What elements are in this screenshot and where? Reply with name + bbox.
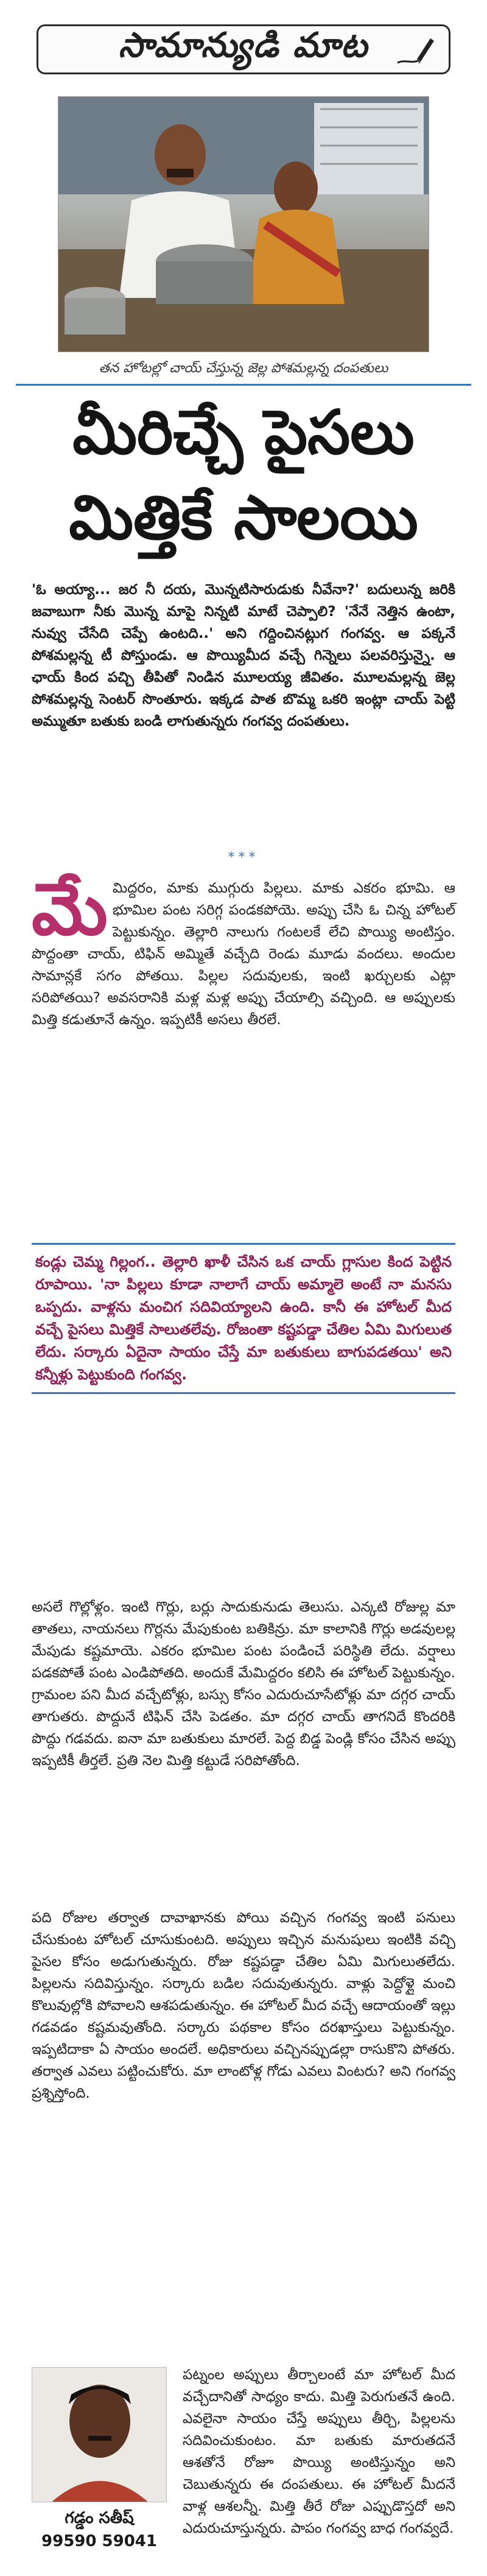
author-name: గడ్డం సతీష్	[65, 2509, 134, 2527]
body-paragraph-2-text: మిద్దరం, మాకు ముగ్గురు పిల్లలు. మాకు ఎకరం భూమి. ఆ భూమిల పంట సరిగ్గ పండకపోయె. అప్పు చేసి ఓ చిన్న హోటల్ పెట్టుకున్నం. తెల్లారి నాలుగు గంటలకే లేచి పొయ్యి అంటిస్తం. పొద్దంతా చాయ్, టిఫిన్ అమ్మితే వచ్చేది రెండు మూడు వందలు. అందుల సామాన్లకే సగం పోతయి. పిల్లల సదువులకు, ఇంటి ఖర్చులకు ఎట్లా సరిపోతయి? అవసరానికి మళ్ల మళ్ల అప్పు చేయాల్సి వచ్చింది. ఆ అప్పులకు మిత్తి కడుతూనే ఉన్నం. ఇప్పటికీ అసలు తీరలే.	[32, 880, 455, 1028]
author-phone: 99590 59041	[41, 2532, 157, 2550]
headline-line-1: మీరిచ్చే పైసలు	[72, 397, 415, 468]
column-title: సామాన్యుడి మాట	[118, 25, 369, 65]
body-paragraph-4: పది రోజుల తర్వాత దావాఖానకు పోయి వచ్చిన గంగవ్వ ఇంటి పనులు చేసుకుంట హోటల్ చూసుకుంటది. అప్పులు ఇచ్చిన మనుషులు ఇంటికి వచ్చి పైసల కోసం అడుగుతున్నరు. రోజు కష్టపడ్డా చేతిల ఏమి మిగులుతలేదు. పిల్లలను సదివిస్తున్నం. సర్కారు బడిల సదువుతున్నరు. వాళ్లు పెద్దోళ్లై మంచి కొలువుల్లోకి పోవాలని ఆశపడుతున్నం. ఈ హోటల్ మీద వచ్చే ఆదాయంతో ఇల్లు గడవడం కష్టమవుతోంది. సర్కారు పథకాల కోసం దరఖాస్తులు పెట్టుకున్నం. ఇప్పటిదాకా ఏ సాయం అందలే. అధికారులు వచ్చినప్పుడల్లా రాసుకొని పోతరు. తర్వాత ఎవలు పట్టించుకోరు. మా లాంటోళ్ల గోడు ఎవలు వింటరు? అని గంగవ్వ ప్రశ్నిస్తోంది.	[32, 1910, 455, 2101]
drop-cap: మే	[32, 867, 108, 951]
divider	[16, 384, 471, 386]
hotel-photo	[58, 96, 429, 352]
photo-caption: తన హోటల్లో చాయ్ చేస్తున్న జెల్ల పోశమల్లన్న దంపతులు	[99, 361, 388, 376]
body-paragraph-5: పట్నంల అప్పులు తీర్చాలంటే మా హోటల్ మీద వచ్చేదానితో సాధ్యం కాదు. మిత్తి పెరుగుతనే ఉంది. ఎవలైనా సాయం చేస్తే అప్పులు తీర్చి, పిల్లలను సదివించుకుంటం. మా బతుకు మారుతదనే ఆశతోనే రోజూ పొయ్యి అంటిస్తున్నం అని చెబుతున్నరు ఈ దంపతులు. ఈ హోటల్ మీదనే వాళ్ల ఆశలన్నీ. మిత్తి తీరే రోజు ఎప్పుడొస్తదో అని ఎదురుచూస్తున్నరు. పాపం గంగవ్వ బాధ గంగవ్వదే.	[183, 2367, 455, 2536]
highlight-quote-box: కండ్లు చెమ్మ గిల్లంగ.. తెల్లారి ఖాళీ చేసిన ఒక చాయ్ గ్లాసుల కింద పెట్టిన రూపాయి. 'నా పిల్లలు కూడా నాలాగే చాయ్ అమ్మాలె అంటే నా మనసు ఒప్పదు. వాళ్లను మంచిగ సదివియ్యాలని ఉంది. కానీ ఈ హోటల్ మీద వచ్చే పైసలు మిత్తికే సాలుతలేవు. రోజంతా కష్టపడ్డా చేతిల ఏమి మిగులుత లేదు. సర్కారు ఏదైనా సాయం చేస్తే మా బతుకులు బాగుపడతయి' అని కన్నీళ్లు పెట్టుకుంది గంగవ్వ.	[32, 1243, 455, 1394]
headline-line-2: మిత్తికే సాలయి	[69, 482, 418, 553]
couple-at-stove-illustration	[58, 97, 429, 352]
author-photo	[32, 2367, 167, 2502]
section-marker: ***	[228, 850, 259, 865]
pen-writing-icon	[393, 32, 435, 69]
author-portrait	[32, 2368, 167, 2502]
body-paragraph-2	[32, 867, 455, 1031]
lead-paragraph: 'ఓ అయ్యా... జర నీ దయ, మొన్నటిసారుడుకు నీవేనా?' బదులున్న జరికి జవాబుగా నీకు మొన్న మాపై నిన్నటి మాటే చెప్పాలి? 'నేనే నెత్తిన ఉంటా, నువ్వు చేసేది చెప్పే ఉంటది..' అని గద్దించినట్లుగ గంగవ్వ. ఆ పక్కనే పోశమల్లన్న టీ పోస్తుండు. ఆ పొయ్యిమీద వచ్చే గిన్నెలు పలవరిస్తున్నై. ఆ ఛాయ్ కింద పచ్చి తీపితో నిండిన మూలయ్య జీవితం. మూలమల్లన్న జెల్ల పోశమల్లన్న సెంటర్ సొంతూరు. ఇక్కడ పాత బొమ్మ ఒకరి ఇంట్లా చాయ్ పెట్టి అమ్ముతూ బతుకు బండి లాగుతున్నరు గంగవ్వ దంపతులు.	[32, 582, 455, 729]
body-paragraph-3: అసలే గొల్లోళ్లం. ఇంటి గొర్లు, బర్లు సాదుకునుడు తెలుసు. ఎన్కటి రోజుల్ల మా తాతలు, నాయనలు గొర్లను మేపుకుంట బతికిన్రు. మా కాలానికి గొర్లు అడవులల్ల మేపుడు కష్టమాయె. ఎకరం భూమిల పంట పండించే పరిస్థితి లేదు. వర్షాలు పడకపోతే పంట ఎండిపోతది. అందుకే మేమిద్దరం కలిసి ఈ హోటల్ పెట్టుకున్నం. గ్రామంల పని మీద వచ్చేటోళ్లు, బస్సు కోసం ఎదురుచూసేటోళ్లు మా దగ్గర చాయ్ తాగుతరు. పొద్దునే టిఫిన్ చేసి పెడతం. మా దగ్గర చాయ్ తాగనిదే కొందరికి పొద్దు గడవదు. ఐనా మా బతుకులు మారలే. పెద్ద బిడ్డ పెండ్లి కోసం చేసిన అప్పు ఇప్పటికీ తీర్తలే. ప్రతి నెల మిత్తి కట్టుడే సరిపోతోంది.	[32, 1599, 455, 1769]
column-masthead	[37, 24, 450, 74]
